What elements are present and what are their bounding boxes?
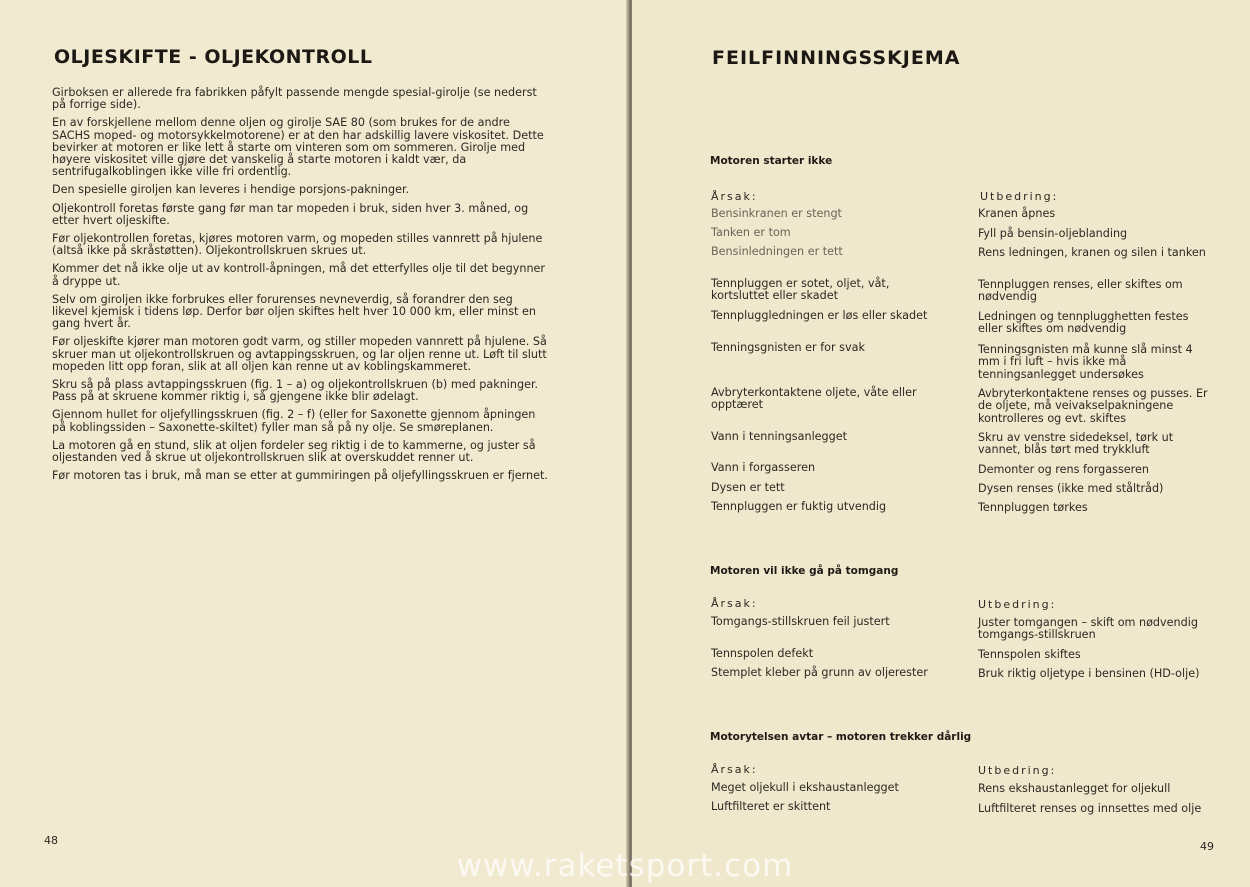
cause-cell: Bensinledningen er tett	[711, 245, 843, 258]
remedy-cell: Bruk riktig oljetype i bensinen (HD-olje)	[978, 667, 1200, 680]
remedy-header: Utbedring:	[980, 190, 1059, 203]
remedy-cell: Avbryterkontaktene renses og pusses. Er de oljete, må veivakselpakningene kontrolleres og evt. skiftes	[978, 387, 1208, 425]
paragraph: Selv om giroljen ikke forbrukes eller forurenses nevneverdig, så forandrer den seg likevel kjemisk i tidens løp. Derfor bør oljen skiftes helt hver 10 000 km, eller minst en gang hvert år.	[52, 292, 536, 331]
remedy-header: Utbedring:	[978, 764, 1057, 777]
section-title: Motoren vil ikke gå på tomgang	[710, 565, 899, 577]
cause-cell: Dysen er tett	[711, 481, 785, 494]
remedy-cell: Tenningsgnisten må kunne slå minst 4 mm i fri luft – hvis ikke må tenningsanlegget undersøkes	[978, 343, 1193, 381]
cause-cell: Tomgangs-stillskruen feil justert	[711, 615, 890, 628]
remedy-cell: Ledningen og tennplugghetten festes eller skiftes om nødvendig	[978, 310, 1189, 336]
page-heading: OLJESKIFTE - OLJEKONTROLL	[54, 46, 373, 68]
remedy-cell: Juster tomgangen – skift om nødvendig tomgangs-stillskruen	[978, 616, 1198, 642]
paragraph: La motoren gå en stund, slik at oljen fordeler seg riktig i de to kammerne, og juster så oljestanden ved å skrue ut oljekontrollskruen slik at overskuddet renner ut.	[52, 438, 536, 465]
remedy-header: Utbedring:	[978, 598, 1057, 611]
cause-cell: Avbryterkontaktene oljete, våte eller opptæret	[711, 386, 917, 412]
right-page	[632, 0, 1250, 887]
paragraph: En av forskjellene mellom denne oljen og girolje SAE 80 (som brukes for de andre SACHS moped- og motorsykkelmotorene) er at den har adskillig lavere viskositet. Dette bevirker at motoren er like lett å starte om vinteren som om sommeren. Girolje med høyere viskositet ville gjøre det vanskelig å starte motoren i kaldt vær, da sentrifugalkoblingen ikke ville fri ordentlig.	[52, 116, 544, 179]
remedy-cell: Demonter og rens forgasseren	[978, 463, 1149, 476]
cause-cell: Meget oljekull i ekshaustanlegget	[711, 781, 899, 794]
cause-cell: Tennpluggledningen er løs eller skadet	[711, 309, 928, 322]
remedy-cell: Dysen renses (ikke med ståltråd)	[978, 482, 1164, 495]
section-title: Motoren starter ikke	[710, 155, 833, 167]
cause-cell: Tennspolen defekt	[711, 647, 814, 660]
paragraph: Før oljekontrollen foretas, kjøres motoren varm, og mopeden stilles vannrett på hjulene (altså ikke på skråstøtten). Oljekontrollskruen skrues ut.	[52, 232, 543, 258]
cause-header: Årsak:	[711, 190, 758, 203]
cause-cell: Tanken er tom	[711, 226, 791, 239]
remedy-cell: Kranen åpnes	[978, 207, 1056, 220]
paragraph: Girboksen er allerede fra fabrikken påfylt passende mengde spesial-girolje (se nederst på forrige side).	[52, 86, 537, 112]
page-heading: FEILFINNINGSSKJEMA	[712, 47, 961, 69]
remedy-cell: Rens ledningen, kranen og silen i tanken	[978, 246, 1206, 259]
remedy-cell: Tennpluggen tørkes	[978, 501, 1088, 514]
remedy-cell: Rens ekshaustanlegget for oljekull	[978, 782, 1171, 795]
remedy-cell: Tennspolen skiftes	[978, 648, 1081, 661]
page-number: 48	[44, 834, 58, 847]
cause-cell: Tennpluggen er fuktig utvendig	[711, 500, 887, 513]
paragraph: Skru så på plass avtappingsskruen (fig. 1 – a) og oljekontrollskruen (b) med pakninger. Pass på at skruene kommer riktig i, så gjengene ikke blir ødelagt.	[52, 378, 539, 404]
paragraph: Den spesielle giroljen kan leveres i hendige porsjons-pakninger.	[52, 183, 410, 197]
paragraph: Kommer det nå ikke olje ut av kontroll-åpningen, må det etterfylles olje til det begynner å dryppe ut.	[52, 262, 546, 288]
paragraph: Oljekontroll foretas første gang før man tar mopeden i bruk, siden hver 3. måned, og etter hvert oljeskifte.	[52, 201, 529, 227]
watermark-text: www.raketsport.com	[456, 848, 794, 884]
body-text	[52, 87, 548, 488]
cause-cell: Stemplet kleber på grunn av oljerester	[711, 666, 928, 679]
remedy-cell: Luftfilteret renses og innsettes med olje	[978, 802, 1202, 815]
cause-cell: Vann i tenningsanlegget	[711, 430, 848, 443]
cause-cell: Tenningsgnisten er for svak	[711, 341, 865, 354]
cause-cell: Vann i forgasseren	[711, 461, 816, 474]
page-number: 49	[1200, 840, 1214, 853]
cause-cell: Luftfilteret er skittent	[711, 800, 831, 813]
paragraph: Før motoren tas i bruk, må man se etter at gummiringen på oljefyllingsskruen er fjernet.	[52, 469, 548, 483]
cause-header: Årsak:	[711, 597, 758, 610]
cause-cell: Tennpluggen er sotet, oljet, våt, kortsluttet eller skadet	[711, 277, 890, 303]
section-title: Motorytelsen avtar – motoren trekker dårlig	[710, 731, 972, 743]
remedy-cell: Tennpluggen renses, eller skiftes om nødvendig	[978, 278, 1183, 304]
paragraph: Før oljeskifte kjører man motoren godt varm, og stiller mopeden vannrett på hjulene. Så skruer man ut oljekontrollskruen og avtappingsskruen, og lar oljen renne ut. Løft til slutt mopeden litt opp foran, slik at all oljen kan renne ut av koblingskammeret.	[52, 335, 547, 373]
remedy-cell: Skru av venstre sidedeksel, tørk ut vannet, blås tørt med trykkluft	[978, 431, 1174, 457]
cause-header: Årsak:	[711, 763, 758, 776]
paragraph: Gjennom hullet for oljefyllingsskruen (fig. 2 – f) (eller for Saxonette gjennom åpningen på koblingssiden – Saxonette-skiltet) fyller man så på ny olje. Se smøreplanen.	[52, 408, 536, 434]
cause-cell: Bensinkranen er stengt	[711, 207, 842, 220]
remedy-cell: Fyll på bensin-oljeblanding	[978, 227, 1128, 240]
